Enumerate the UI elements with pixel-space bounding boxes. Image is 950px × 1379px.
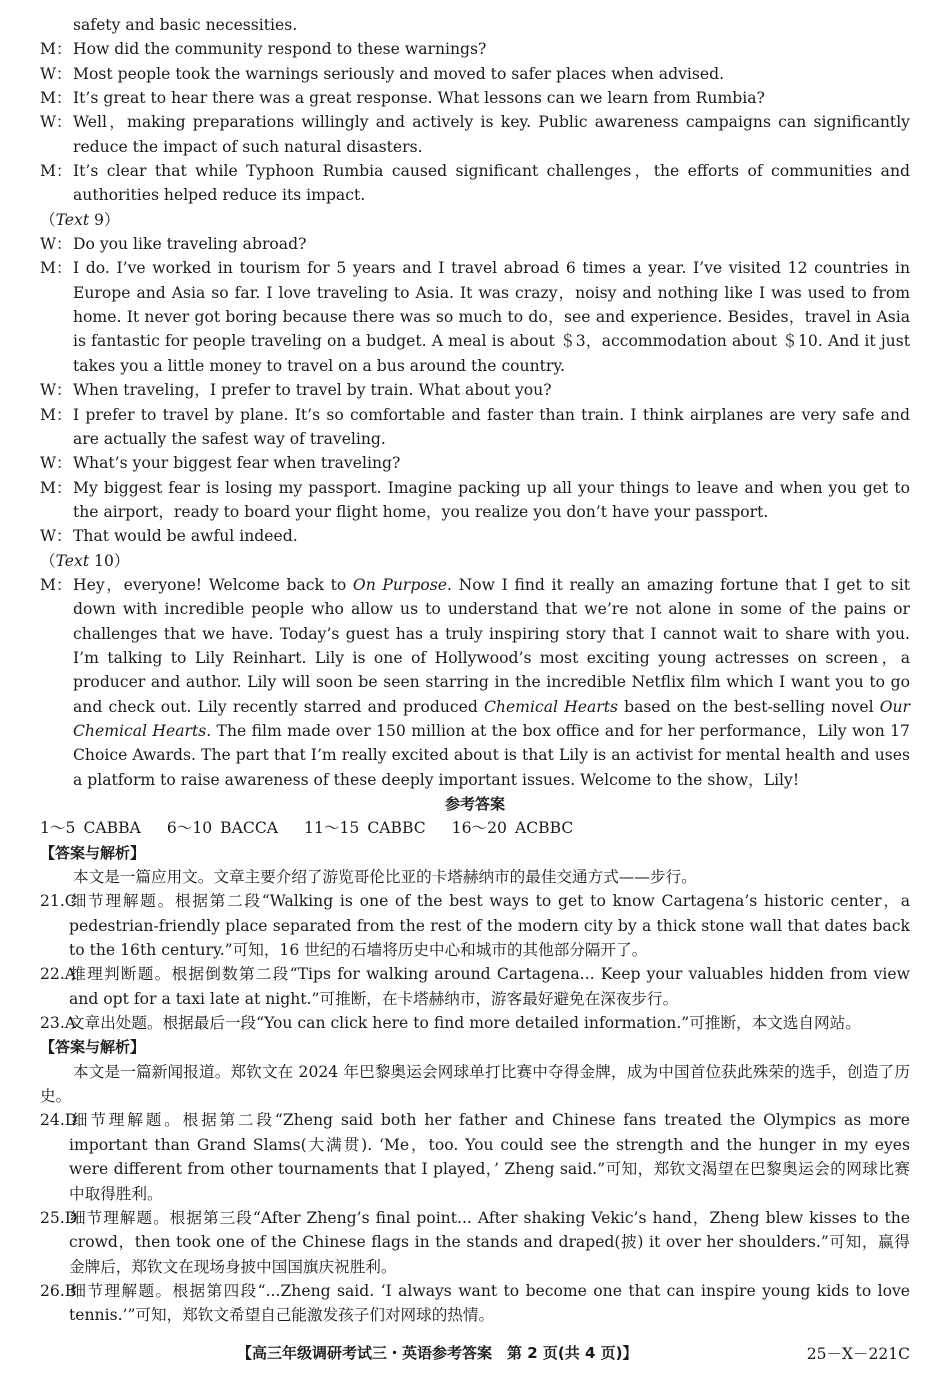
speaker-label: M： [40,575,72,594]
film-title: Chemical Hearts [483,697,618,716]
dialogue-text: . Now I find it really an amazing fortune that I get to sit down with incredible people who allow us to understand that we’re not alone in some of the pains or challenges that we have. Today’s guest has a truly inspiring story that I cannot wait to share with you. I’m talking to Lily Reinhart. Lily is one of Hollywood’s most exciting young actresses on screen，a producer and author. Lily will soon be seen starring in the incredible Netflix film which I want you to go and check out. Lily recently starred and produced [73,575,910,716]
section-intro: 本文是一篇新闻报道。郑钦文在 2024 年巴黎奥运会网球单打比赛中夺得金牌，成为中国首位获此殊荣的选手，创造了历史。 [40,1062,910,1106]
speaker-label: W： [40,235,72,254]
dialogue-text: Do you like traveling abroad? [73,235,307,254]
page-footer [0,1342,950,1366]
dialogue-line [40,378,910,402]
speaker-label: W： [40,381,72,400]
dialogue-line [40,110,910,159]
key-range: 16～20 [451,819,507,838]
answer-number: 23.A [40,1014,77,1033]
novel-title: Our Chemical Hearts [73,697,910,740]
key-letters: ACBBC [514,819,574,838]
answer-explanation: 细节理解题。根据第二段“Walking is one of the best ways to get to know Cartagena’s historic center，a pedestrian-friendly place separated from the rest of the modern city by a thick stone wall that dates back to the 16th century.”可知，16 世纪的石墙将历史中心和城市的其他部分隔开了。 [69,892,910,960]
paren-open: （ [40,551,56,570]
dialogue-text: It’s clear that while Typhoon Rumbia caused significant challenges，the efforts of communities and authorities helped reduce its impact. [73,162,910,205]
answer-item [40,1108,910,1205]
text-number: 10） [89,551,130,570]
dialogue-text: Well，making preparations willingly and actively is key. Public awareness campaigns can significantly reduce the impact of such natural disasters. [73,113,910,156]
speaker-label: M： [40,89,72,108]
dialogue-line [40,573,910,792]
footer-code: 25－X－221C [806,1345,910,1363]
answer-key-row [40,816,910,840]
speaker-label: M： [40,162,72,181]
text-9-heading [40,208,910,232]
dialogue-line [40,62,910,86]
dialogue-text: Most people took the warnings seriously and moved to safer places when advised. [73,64,725,83]
answer-explanation: 推理判断题。根据倒数第二段“Tips for walking around Cartagena... Keep your valuables hidden from view and opt for a taxi late at night.”可推断，在卡塔赫纳市，游客最好避免在深夜步行。 [69,965,910,1008]
transcript-line: safety and basic necessities. [73,16,298,34]
key-range: 1～5 [40,819,76,838]
dialogue-text: I do. I’ve worked in tourism for 5 years and I travel abroad 6 times a year. I’ve visited 12 countries in Europe and Asia so far. I love traveling to Asia. It was crazy，noisy and nothing like I was used to from home. It never got boring because there was so much to do，see and experience. Besides，travel in Asia is fantastic for people traveling on a budget. A meal is about ＄3，accommodation about ＄10. And it just takes you a little money to travel on a bus around the country. [73,259,910,375]
answer-number: 26.B [40,1281,77,1300]
footer-title: 【高三年级调研考试三・英语参考答案 第 2 页(共 4 页)】 [237,1344,638,1362]
answer-explanation: 文章出处题。根据最后一段“You can click here to find more detailed information.”可推断，本文选自网站。 [69,1014,861,1033]
key-letters: CABBC [367,819,426,838]
answer-item [40,1011,910,1035]
section-intro: 本文是一篇应用文。文章主要介绍了游览哥伦比亚的卡塔赫纳市的最佳交通方式——步行。 [73,868,697,887]
speaker-label: W： [40,64,72,83]
dialogue-text: It’s great to hear there was a great response. What lessons can we learn from Rumbia? [73,89,765,108]
paren-open: （ [40,210,56,229]
answer-explanation: 细节理解题。根据第三段“After Zheng’s final point... After shaking Vekic’s hand，Zheng blew kisses to the crowd，then took one of the Chinese flags in the stands and draped(披) it over her shoulders.”可知，赢得金牌后，郑钦文在现场身披中国国旗庆祝胜利。 [69,1208,910,1276]
speaker-label: M： [40,259,72,278]
answer-explanation: 细节理解题。根据第四段“...Zheng said. ‘I always want to become one that can inspire young kids to love tennis.’”可知，郑钦文希望自己能激发孩子们对网球的热情。 [69,1281,910,1325]
key-letters: BACCA [220,819,279,838]
answer-number: 21.C [40,892,77,911]
dialogue-text: Hey，everyone! Welcome back to [73,575,353,594]
show-title: On Purpose [352,575,447,594]
dialogue-line [40,37,910,61]
answer-explanation: 细节理解题。根据第二段“Zheng said both her father and Chinese fans treated the Olympics as more important than Grand Slams(大满贯). ‘Me，too. You could see the strength and the hunger in my eyes were different from other tournaments that I played，’ Zheng said.”可知，郑钦文渴望在巴黎奥运会的网球比赛中取得胜利。 [69,1111,910,1203]
answer-item [40,962,910,1011]
speaker-label: M： [40,478,72,497]
dialogue-text: based on the best-selling novel [617,697,880,716]
speaker-label: M： [40,40,72,59]
speaker-label: W： [40,527,72,546]
speaker-label: M： [40,405,72,424]
dialogue-line [40,256,910,378]
key-range: 6～10 [166,819,213,838]
text-number: 9） [89,210,120,229]
section-title: 【答案与解析】 [40,1038,146,1057]
dialogue-text: When traveling，I prefer to travel by train. What about you? [73,381,552,400]
dialogue-line [40,451,910,475]
answer-item [40,1279,910,1328]
section-title: 【答案与解析】 [40,843,146,862]
dialogue-line [40,403,910,452]
answer-item [40,889,910,962]
text-10-heading [40,549,910,573]
answer-heading: 参考答案 [444,795,505,813]
dialogue-line [40,159,910,208]
dialogue-line [40,232,910,256]
key-range: 11～15 [304,819,360,838]
dialogue-line [40,476,910,525]
speaker-label: W： [40,454,72,473]
dialogue-line [40,86,910,110]
key-letters: CABBA [83,819,141,838]
answer-number: 24.D [40,1111,78,1130]
speaker-label: W： [40,113,72,132]
dialogue-text: That would be awful indeed. [73,527,298,546]
dialogue-text: . The film made over 150 million at the box office and for her performance，Lily won 17 Choice Awards. The part that I’m really excited about is that Lily is an activist for mental health and uses a platform to raise awareness of these deeply important issues. Welcome to the show，Lily! [73,721,910,789]
answer-item [40,1206,910,1279]
page-content [40,13,910,1328]
text-label: Text [55,210,90,229]
answer-number: 22.A [40,965,77,984]
dialogue-line [40,524,910,548]
answer-number: 25.D [40,1208,78,1227]
dialogue-text: What’s your biggest fear when traveling? [73,454,401,473]
text-label: Text [55,551,90,570]
dialogue-text: My biggest fear is losing my passport. Imagine packing up all your things to leave and when you get to the airport，ready to board your flight home，you realize you don’t have your passport. [73,478,910,521]
dialogue-text: I prefer to travel by plane. It’s so comfortable and faster than train. I think airplanes are very safe and are actually the safest way of traveling. [73,405,910,448]
dialogue-text: How did the community respond to these warnings? [73,40,487,59]
